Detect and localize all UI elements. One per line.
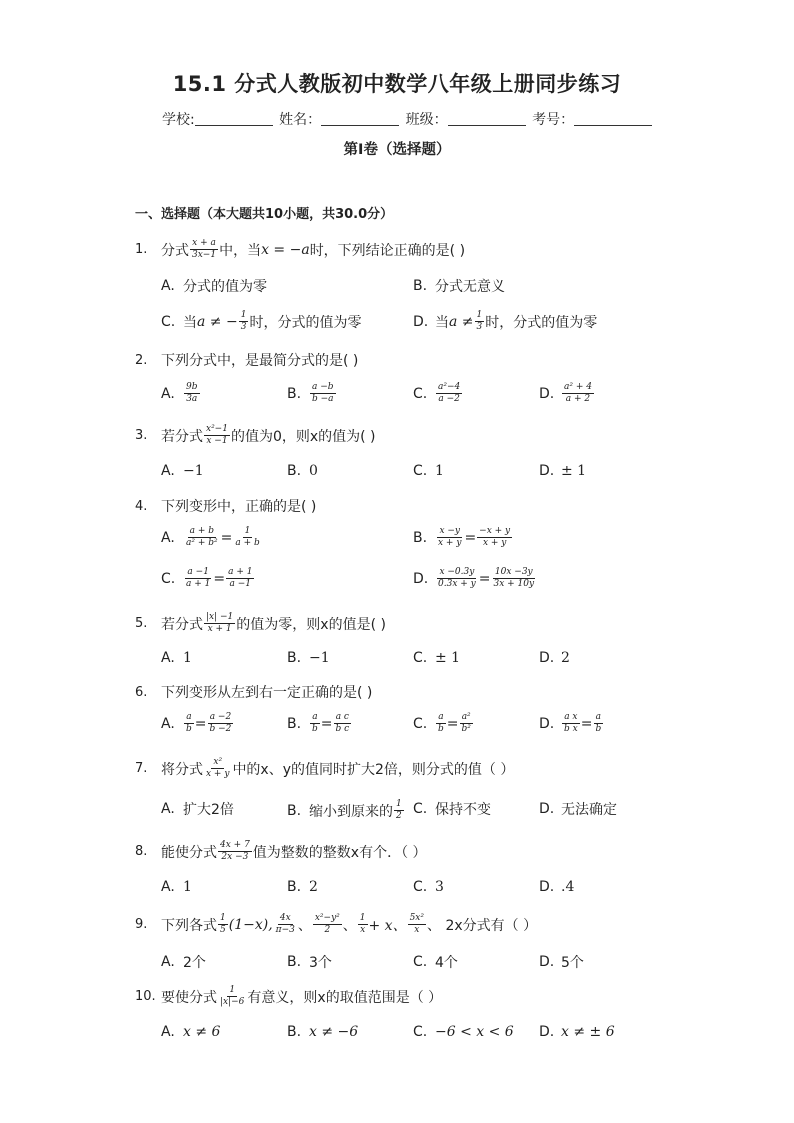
option-letter: D. [539,463,555,479]
option-8c[interactable] [413,879,444,895]
stem-fraction [313,913,342,936]
option-fraction [394,799,404,822]
option-letter: A. [161,879,175,895]
stem-fraction [204,424,230,447]
numerator: a −1 [187,567,209,577]
question-number: 3. [135,428,148,443]
option-letter: D. [413,570,429,587]
stem-text: 的值为0，则x的值为( ) [230,428,376,445]
numerator: a [312,712,318,722]
option-letter: B. [287,650,302,666]
denominator: x + 1 [207,624,232,634]
option-9a[interactable] [161,952,206,972]
numerator: a −2 [209,712,232,722]
volume-title: 第I卷（选择题） [343,142,451,158]
option-7c[interactable] [413,799,491,819]
option-fraction-left [562,712,580,735]
question-7 [135,757,514,780]
denominator: 2 [396,811,402,821]
question-stem [161,985,442,1008]
option-text: 扩大2倍 [183,802,234,818]
option-5c[interactable] [413,650,460,666]
option-fraction [184,382,200,405]
option-letter: A. [161,650,175,666]
option-fraction-left [184,712,194,735]
question-number: 10. [135,989,156,1004]
option-letter: D. [539,650,555,666]
numerator: |x| −1 [206,612,234,622]
denominator: b [312,724,318,734]
option-1a[interactable] [161,276,267,296]
equals-sign: = [194,715,207,732]
option-fraction-right [593,712,603,735]
stem-text: 要使分式 [161,989,217,1006]
equals-sign: = [478,570,491,587]
page-title: 15.1 分式人教版初中数学八年级上册同步练习 [172,72,622,96]
denominator: 3x + 10y [493,579,535,589]
option-fraction [239,310,249,333]
option-fraction-right [226,567,254,590]
option-letter: C. [413,463,428,479]
option-letter: D. [539,879,555,895]
option-text: x ≠ 6 [183,1024,221,1040]
option-text: 1 [183,650,192,666]
option-text: 保持不变 [435,802,491,818]
option-7d[interactable] [539,799,617,819]
option-letter: A. [161,954,175,970]
option-3b[interactable] [287,463,318,479]
option-letter: C. [413,715,428,732]
option-fraction-left [184,567,212,590]
option-text: 1 [435,463,444,479]
option-text: ± 1 [435,650,461,666]
numerator: a + b [189,526,214,536]
school-field[interactable] [195,111,273,126]
stem-fraction [190,238,218,261]
stem-text: 、 [297,917,312,934]
denominator: 2 [324,925,331,935]
numerator: a [595,712,601,722]
option-3a[interactable] [161,463,204,479]
option-letter: B. [413,529,428,546]
option-text: x ≠ ± 6 [561,1024,615,1040]
denominator: x −1 [206,436,228,446]
option-text: 分式无意义 [435,279,505,295]
option-text: 0 [309,463,318,479]
option-5b[interactable] [287,650,330,666]
option-letter: C. [413,879,428,895]
numerator: x + a [192,238,216,248]
denominator: b c [335,724,350,734]
denominator: x [360,925,366,935]
id-label: 考号： [532,112,575,128]
stem-text: 将分式 [161,761,203,778]
option-fraction-left [436,567,478,590]
stem-math: x = −a [261,241,310,258]
stem-text: 能使分式 [161,844,217,861]
id-field[interactable] [574,111,652,126]
denominator: 3x−1 [192,250,217,260]
option-4c[interactable] [161,567,255,590]
stem-text: 下列各式 [161,917,217,934]
question-4 [135,496,316,516]
option-6a[interactable] [161,712,234,735]
question-9 [135,913,537,936]
option-letter: A. [161,1024,175,1040]
denominator: b [438,724,444,734]
numerator: 10x −3y [494,567,533,577]
option-letter: B. [287,1024,302,1040]
class-label: 班级： [405,112,448,128]
numerator: x² [213,757,223,767]
numerator: a [186,712,192,722]
stem-text: 、 2x分式有（ ） [427,917,538,934]
stem-fraction [218,840,252,863]
question-8 [135,840,427,863]
option-fraction-left [184,526,220,549]
option-1b[interactable] [413,276,505,296]
option-letter: C. [413,1024,428,1040]
option-10d[interactable] [539,1024,615,1040]
question-number: 9. [135,917,148,932]
question-number: 1. [135,242,148,257]
option-text: 缩小到原来的 [309,803,393,820]
option-fraction-right [477,526,512,549]
question-stem [161,913,537,936]
option-fraction-left [310,712,320,735]
denominator: a + b [235,538,260,548]
numerator: a c [335,712,349,722]
option-2d[interactable] [539,382,595,405]
denominator: 0.3x + y [438,579,476,589]
name-label: 姓名： [279,112,322,128]
denominator: a + 1 [186,579,211,589]
option-10b[interactable] [287,1024,358,1040]
stem-text: 中的x、y的值同时扩大2倍，则分式的值（ ） [232,761,515,778]
question-number: 4. [135,498,148,514]
stem-fraction [218,913,228,936]
denominator: x [414,925,420,935]
equals-sign: = [213,570,226,587]
option-5a[interactable] [161,650,192,666]
equals-sign: = [220,529,233,546]
denominator: |x|−6 [220,997,245,1007]
numerator: −x + y [479,526,511,536]
option-text: 时，分式的值为零 [485,314,598,331]
denominator: π−3 [275,925,295,935]
option-4d[interactable] [413,567,537,590]
option-letter: A. [161,529,175,546]
option-fraction-right [460,712,473,735]
option-9d[interactable] [539,952,584,972]
option-text: 3 [435,879,444,895]
option-3c[interactable] [413,463,444,479]
numerator: a² + 4 [564,382,592,392]
numerator: x −y [439,526,460,536]
option-letter: A. [161,463,175,479]
option-fraction-right [208,712,234,735]
stem-text: 分式 [161,242,189,259]
option-6c[interactable] [413,712,474,735]
stem-text: 若分式 [161,616,203,633]
option-letter: B. [287,463,302,479]
stem-text: 中，当 [219,242,262,259]
numerator: 1 [229,985,236,995]
option-letter: C. [413,650,428,666]
option-text: 5个 [561,955,584,971]
option-text: ± 1 [561,463,587,479]
stem-text: 值为整数的整数x有个．（ ） [252,844,427,861]
numerator: 1 [244,526,251,536]
option-7b[interactable] [287,799,405,822]
option-text: 1 [183,879,192,895]
school-label: 学校: [162,112,195,128]
question-number: 2. [135,352,148,368]
option-letter: B. [287,385,302,402]
denominator: b [186,724,192,734]
equals-sign: = [580,715,593,732]
numerator: x²−y² [314,913,340,923]
question-stem [161,424,376,447]
option-letter: B. [287,715,302,732]
numerator: 4x + 7 [220,840,250,850]
stem-math: + x、 [368,917,407,934]
denominator: 3 [240,322,247,332]
option-fraction-left [436,712,446,735]
option-letter: A. [161,278,175,294]
denominator: a −2 [438,394,460,404]
option-6d[interactable] [539,712,604,735]
numerator: x²−1 [206,424,228,434]
option-fraction-right [233,526,261,549]
denominator: b [595,724,602,734]
option-5d[interactable] [539,650,570,666]
numerator: a² [461,712,471,722]
denominator: x + y [482,538,507,548]
denominator: b −2 [209,724,232,734]
option-fraction-right [491,567,536,590]
option-text: 3个 [309,955,332,971]
section-title: 一、选择题（本大题共10小题，共30.0分） [135,207,394,222]
option-4b[interactable] [413,526,513,549]
option-text: −1 [183,463,204,479]
option-letter: C. [161,313,176,330]
option-text: 2 [561,650,570,666]
option-text: 时，分式的值为零 [249,314,362,331]
option-8b[interactable] [287,879,318,895]
stem-fraction [274,913,297,936]
question-stem [161,840,427,863]
question-stem: 下列变形中，正确的是( ) [161,499,317,515]
option-letter: B. [413,278,428,294]
equals-sign: = [464,529,477,546]
question-stem: 下列分式中，是最简分式的是( ) [161,353,359,369]
question-1 [135,238,465,261]
name-field[interactable] [321,111,399,126]
option-fraction [310,382,336,405]
stem-text: 有意义，则x的取值范围是（ ） [247,989,443,1006]
class-field[interactable] [448,111,526,126]
option-letter: D. [539,801,555,817]
numerator: x −0.3y [439,567,475,577]
option-letter: C. [161,570,176,587]
option-letter: C. [413,385,428,402]
option-letter: D. [539,1024,555,1040]
option-8d[interactable] [539,879,574,895]
option-fraction-right [334,712,352,735]
option-letter: D. [539,385,555,402]
option-3d[interactable] [539,463,586,479]
option-6b[interactable] [287,712,352,735]
option-fraction [562,382,594,405]
numerator: 1 [359,913,366,923]
stem-fraction [204,757,231,780]
question-3 [135,424,376,447]
question-stem [161,612,386,635]
denominator: 2x −3 [221,852,249,862]
option-9c[interactable] [413,952,458,972]
option-4a[interactable] [161,526,263,549]
option-letter: B. [287,879,302,895]
option-text: .4 [561,879,575,895]
denominator: b² [461,724,471,734]
option-letter: A. [161,801,175,817]
numerator: a²−4 [438,382,461,392]
option-fraction-left [436,526,463,549]
option-7a[interactable] [161,799,234,819]
option-2a[interactable] [161,382,201,405]
option-letter: D. [413,313,429,330]
stem-fraction [204,612,235,635]
question-6 [135,682,372,702]
numerator: 5x² [409,913,424,923]
question-number: 6. [135,684,148,700]
question-number: 7. [135,761,148,776]
denominator: x + y [206,769,230,779]
stem-text: 、 [342,917,357,934]
option-2b[interactable] [287,382,337,405]
denominator: b −a [312,394,334,404]
numerator: 4x [279,913,291,923]
denominator: 3a [186,394,198,404]
equals-sign: = [320,715,333,732]
stem-fraction [408,913,426,936]
option-fraction [436,382,462,405]
denominator: a² + b² [186,538,218,548]
option-10a[interactable] [161,1024,220,1040]
numerator: 1 [220,913,226,923]
option-letter: C. [413,954,428,970]
denominator: a + 2 [565,394,591,404]
question-number: 8. [135,844,148,859]
option-1d[interactable] [413,310,597,333]
option-text: x ≠ −6 [309,1024,359,1040]
option-letter: D. [539,715,555,732]
stem-fraction [358,913,368,936]
denominator: x + y [438,538,462,548]
stem-text: 若分式 [161,428,203,445]
numerator: 9b [186,382,198,392]
option-letter: C. [413,801,428,817]
option-1c[interactable] [161,310,361,333]
student-info-row [162,109,654,129]
option-letter: B. [287,802,302,819]
numerator: 1 [396,799,402,809]
equals-sign: = [446,715,459,732]
option-fraction [475,310,485,333]
stem-text: 时，下列结论正确的是( ) [309,242,466,259]
option-2c[interactable] [413,382,463,405]
option-letter: A. [161,715,175,732]
option-text: 当 [183,314,197,331]
question-stem [161,238,465,261]
numerator: 1 [476,310,483,320]
stem-text: 的值为零，则x的值是( ) [236,616,386,633]
option-math: a ≠ [449,313,474,330]
stem-fraction [218,985,246,1008]
option-letter: D. [539,954,555,970]
option-text: −1 [309,650,330,666]
option-math: a ≠ − [197,313,238,330]
denominator: a −1 [229,579,252,589]
numerator: a x [564,712,578,722]
question-stem: 下列变形从左到右一定正确的是( ) [161,685,373,701]
option-text: 分式的值为零 [183,279,267,295]
option-text: 2个 [183,955,206,971]
option-9b[interactable] [287,952,332,972]
option-letter: B. [287,954,302,970]
numerator: 1 [240,310,247,320]
stem-math: (1−x), [228,916,273,933]
question-stem [161,757,514,780]
denominator: 3 [476,322,483,332]
question-2 [135,350,358,370]
option-text: 4个 [435,955,458,971]
denominator: 5 [220,925,226,935]
numerator: a −b [312,382,334,392]
question-number: 5. [135,616,148,631]
option-text: −6 < x < 6 [435,1024,514,1040]
option-text: 2 [309,879,318,895]
option-text: 无法确定 [561,802,617,818]
question-10 [135,985,442,1008]
option-letter: A. [161,385,175,402]
option-8a[interactable] [161,879,192,895]
numerator: a [438,712,444,722]
option-text: 当 [435,314,449,331]
question-5 [135,612,386,635]
denominator: b x [564,724,578,734]
numerator: a + 1 [228,567,253,577]
option-10c[interactable] [413,1024,514,1040]
